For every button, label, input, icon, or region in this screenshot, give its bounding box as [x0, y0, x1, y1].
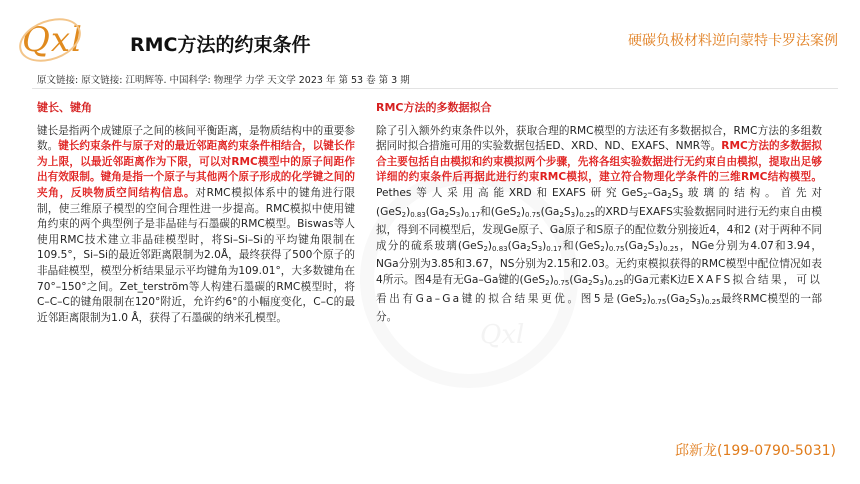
right-text: (Ga: [540, 205, 560, 218]
subscript: 2: [444, 210, 450, 219]
subscript: 0.75: [553, 278, 570, 287]
left-text-intro: 键长是指两个成键原子之间的核间平衡距离，是物质结构中的重要参数。: [37, 124, 355, 153]
right-text: S: [592, 273, 600, 286]
left-heading: 键长、键角: [37, 101, 92, 114]
right-text-highlight: RMC方法的多数据拟合主要包括自由模拟和约束模拟两个步骤，先将各组实验数据进行无约束自由模拟，提取出足够详细的约束条件后再据此进行约束RMC模拟，建立符合物理化学条件的三维RMC结构模型。: [376, 140, 822, 184]
right-text: (Ga: [507, 239, 527, 252]
left-column: [37, 100, 355, 326]
right-text: 和(GeS: [561, 239, 601, 252]
background-watermark: Qxl: [330, 150, 660, 390]
right-text: S: [647, 239, 655, 252]
left-text-body: 对RMC模拟体系中的键角进行限制，使三维原子模型的空间合理性进一步提高。RMC模拟中使用键角约束的两个典型例子是非晶硅与石墨碳的RMC模型。Biswas等人使用RMC技术建立非晶硅模型时，将Si–Si–Si的平均键角限制在109.5°，Si–Si的最近邻距离限制为2.0Å，最终获得了500个原子的非晶硅模型，模型分析结果显示平均键角为109.01°，大多数键角在70°–150°之间。Zet_terström等人构建石墨碳的RMC模型时，将C–C–C的键角限制在120°附近，允许约6°的小幅度变化，C–C的最近邻距离限制为1.0 Å，获得了石墨碳的纳米孔模型。: [37, 186, 355, 324]
subscript: 0.75: [524, 210, 541, 219]
subscript: 3: [678, 191, 684, 200]
right-text: ): [406, 205, 411, 218]
right-text: –Ga: [647, 186, 668, 199]
brand-caption: 硬碳负极材料逆向蒙特卡罗法案例: [628, 33, 838, 49]
subscript: 0.75: [608, 244, 625, 253]
subscript: 0.17: [464, 210, 481, 219]
right-text: 的XRD与EXAFS实验数据同时进行无约束自由模拟，得到不同模型后，发现Ge原子、Ga原子和S原子的配位数分别接近4，4和2 (对于两种不同成分的硫系玻璃(GeS: [376, 205, 822, 252]
subscript: 3: [599, 278, 604, 287]
right-text-spaced: EXAFS拟合结果，可以看出有Ga–Ga键的拟合结果更优。图5是: [376, 273, 822, 305]
right-paragraph: [376, 124, 822, 326]
subscript: 2: [642, 191, 648, 200]
right-text: 和(GeS: [480, 205, 517, 218]
subscript: 2: [545, 278, 550, 287]
right-text: (Ga: [666, 292, 686, 305]
right-text: 最终RMC模型的一部分。: [376, 292, 822, 324]
right-text: (Ga: [624, 239, 644, 252]
subscript: 2: [559, 210, 564, 219]
right-text: Pethes等人采用高能XRD和EXAFS研究GeS: [376, 186, 643, 199]
right-text: S: [689, 292, 697, 305]
contact-info: 邱新龙(199-0790-5031): [674, 443, 836, 459]
right-text: ): [487, 239, 493, 252]
right-text: ): [604, 239, 609, 252]
subscript: 0.25: [607, 278, 624, 287]
right-text: S: [449, 205, 456, 218]
right-column: [376, 100, 822, 326]
right-text: S: [671, 186, 679, 199]
subscript: 2: [642, 297, 647, 306]
right-text: ): [542, 239, 547, 252]
right-text: ，NGe分别为4.07和3.94，NGa分别为3.85和3.67，NS分别为2.15和2.03。无约束模拟获得的RMC模型中配位情况如表4所示。图4是有无Ga–Ga键的(GeS: [376, 239, 822, 286]
right-text: S: [530, 239, 538, 252]
brand-logo: [22, 18, 122, 62]
logo-text: Qxl: [22, 20, 83, 60]
subscript: 2: [401, 210, 407, 219]
right-text: ): [603, 273, 608, 286]
right-text: (Ga: [425, 205, 445, 218]
subscript: 3: [654, 244, 659, 253]
subscript: 3: [537, 244, 543, 253]
right-text-intro: 除了引入额外约束条件以外，获取合理的RMC模型的方法还有多数据拟合，RMC方法的多组数据同时拟合措施可用的实验数据包括ED、XRD、ND、EXAFS、NMR等。: [376, 124, 822, 153]
subscript: 2: [526, 244, 531, 253]
subscript: 2: [685, 297, 690, 306]
right-text: ): [700, 292, 705, 305]
subscript: 0.25: [663, 244, 679, 253]
right-heading: RMC方法的多数据拟合: [376, 101, 492, 114]
subscript: 2: [516, 210, 521, 219]
right-text: 玻璃的结构。首先对(GeS: [376, 186, 822, 218]
slide-title: RMC方法的约束条件: [130, 34, 311, 56]
right-text: ): [575, 205, 580, 218]
right-text: ): [646, 292, 651, 305]
subscript: 2: [643, 244, 648, 253]
right-text: (Ga: [569, 273, 589, 286]
subscript: 2: [667, 191, 672, 200]
right-text: (GeS: [616, 292, 643, 305]
right-text: ): [460, 205, 465, 218]
subscript: 2: [483, 244, 488, 253]
subscript: 0.83: [492, 244, 508, 253]
subscript: 0.17: [546, 244, 562, 253]
subscript: 0.83: [410, 210, 426, 219]
right-text: S: [563, 205, 571, 218]
subscript: 0.25: [704, 297, 721, 306]
source-citation: 原文链接: 原文链接: 江明辉等. 中国科学: 物理学 力学 天文学 2023 年 第 53 卷 第 3 期: [37, 75, 410, 86]
right-text: ): [520, 205, 525, 218]
right-text: ): [549, 273, 554, 286]
subscript: 0.25: [579, 210, 595, 219]
subscript: 2: [588, 278, 593, 287]
subscript: 2: [600, 244, 605, 253]
subscript: 3: [696, 297, 701, 306]
left-text-highlight: 键长约束条件与原子对的最近邻距离约束条件相结合，以键长作为上限，以最近邻距离作为下限，可以对RMC模型中的原子间距作出有效限制。键角是指一个原子与其他两个原子形成的化学键之间的夹角，反映物质空间结构信息。: [37, 140, 356, 199]
subscript: 3: [570, 210, 576, 219]
right-text: 的Ga元素K边: [623, 273, 688, 286]
right-text: ): [658, 239, 664, 252]
header-divider: [32, 88, 838, 89]
left-paragraph: [37, 124, 355, 327]
subscript: 3: [455, 210, 461, 219]
subscript: 0.75: [650, 297, 667, 306]
